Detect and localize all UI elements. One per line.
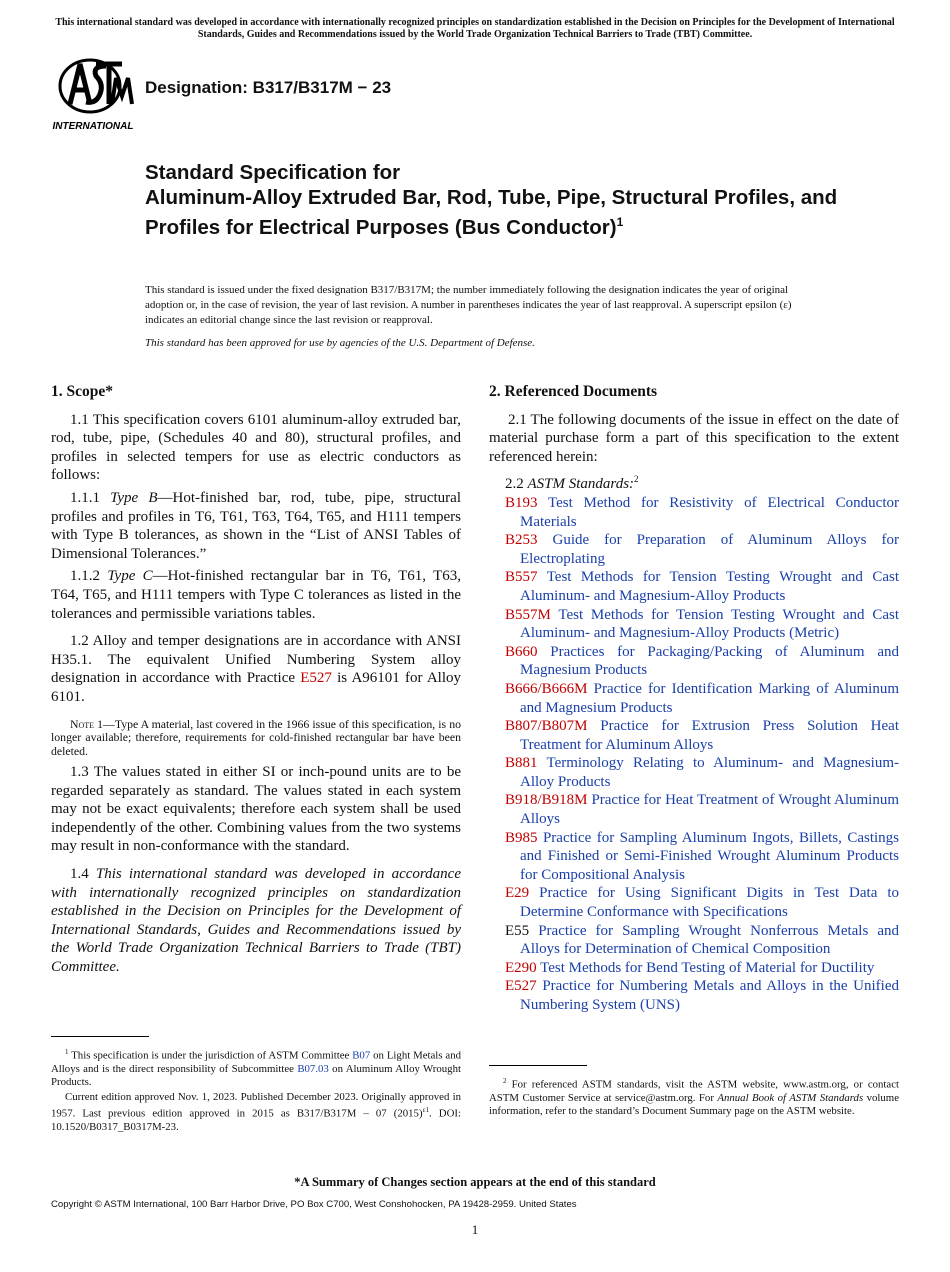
para-num: 1.1.1 <box>70 489 111 506</box>
reference-code[interactable]: E527 <box>505 978 537 995</box>
footnote-1-mark: 1 <box>65 1048 69 1056</box>
reference-title[interactable]: Practice for Using Significant Digits in Test Data to Determine Conformance with Specifications <box>520 885 899 921</box>
para-2-1: 2.1 The following documents of the issue in effect on the date of material purchase form a part of this specification to the extent referenced herein: <box>489 411 899 465</box>
reference-code[interactable]: B557M <box>505 606 551 623</box>
reference-item <box>489 922 899 959</box>
reference-title[interactable]: Practice for Heat Treatment of Wrought Aluminum Alloys <box>520 792 900 828</box>
para-num: 1.1.2 <box>70 568 108 585</box>
para-1-1-2 <box>51 567 461 623</box>
astm-logo <box>52 56 136 132</box>
para-num: 2.2 <box>505 476 528 493</box>
issue-note: This standard is issued under the fixed designation B317/B317M; the number immediately following the designation indicates the year of original adoption or, in the case of revision, the year of last revision. A number in parentheses indicates the year of last reapproval. A superscript epsilon (ε) indicates an editorial change since the last revision or reapproval. <box>145 284 792 326</box>
summary-of-changes-note: *A Summary of Changes section appears at the end of this standard <box>294 1175 656 1189</box>
link-b07[interactable]: B07 <box>352 1049 371 1062</box>
scope-heading: 1. Scope* <box>51 383 113 400</box>
reference-code[interactable]: B918/B918M <box>505 792 588 809</box>
footnote-text: For referenced ASTM standards, visit the ASTM website, www.astm.org, or contact ASTM Customer Service at service@astm.org. For <box>489 1078 899 1104</box>
title-line-1: Standard Specification for <box>145 161 401 184</box>
reference-item <box>489 606 899 643</box>
reference-item <box>489 680 899 717</box>
footnote-rule-left <box>51 1036 149 1037</box>
note-1 <box>51 718 461 759</box>
footnote-mark-2: 2 <box>634 474 639 485</box>
footnote-text: This specification is under the jurisdiction of ASTM Committee <box>68 1049 353 1062</box>
page-number: 1 <box>471 1222 479 1237</box>
para-text: —Hot-finished bar, rod, tube, pipe, structural profiles and profiles in T6, T61, T63, T64, T65, and H111 tempers with Type B tolerances, as shown in the “List of ANSI Tables of Dimensional Tolerances.” <box>51 489 462 562</box>
para-1-1-1 <box>51 489 461 563</box>
footnote-1 <box>51 1046 461 1134</box>
para-num: 1.4 <box>70 865 96 882</box>
para-text: is A96101 for Alloy 6101. <box>51 670 461 705</box>
reference-title[interactable]: Practices for Packaging/Packing of Aluminum and Magnesium Products <box>520 643 900 679</box>
reference-title[interactable]: Practice for Extrusion Press Solution Heat Treatment for Aluminum Alloys <box>520 718 899 753</box>
type-b-label: Type B <box>110 489 158 506</box>
footnote-2-mark: 2 <box>503 1077 507 1085</box>
reference-title[interactable]: Guide for Preparation of Aluminum Alloys for Electroplating <box>520 532 899 567</box>
reference-code[interactable]: B807/B807M <box>505 718 588 735</box>
reference-item <box>489 643 899 680</box>
reference-title[interactable]: Test Methods for Tension Testing Wrought and Cast Aluminum- and Magnesium-Alloy Products <box>520 569 899 604</box>
reference-item <box>489 829 899 885</box>
reference-code[interactable]: B985 <box>505 829 538 846</box>
footnote-text: on Light Metals and Alloys and is the direct responsibility of Subcommittee <box>51 1049 461 1075</box>
top-notice: This international standard was developed in accordance with internationally recognized principles on standardization established in the Decision on Principles for the Development of International Standards, Guides and Recommendations issued by the World Trade Organization Technical Barriers to Trade (TBT) Committee. <box>55 17 895 40</box>
reference-code[interactable]: E290 <box>505 959 537 976</box>
footnote-text: volume information, refer to the standard’s Document Summary page on the ASTM website. <box>489 1091 899 1117</box>
reference-code[interactable]: B881 <box>505 755 538 772</box>
right-column <box>489 383 899 1015</box>
para-1-1: 1.1 This specification covers 6101 aluminum-alloy extruded bar, rod, tube, pipe, (Schedules 40 and 80), structural profiles, and profiles in selected tempers for use as electric conductors as follows: <box>51 411 461 484</box>
para-text: This international standard was developed in accordance with internationally recognized principles on standardization established in the Decision on Principles for the Development of International Standards, Guides and Recommendations issued by the World Trade Organization Technical Barriers to Trade (TBT) Committee. <box>51 865 462 975</box>
reference-list <box>489 494 899 1015</box>
type-c-label: Type C <box>107 568 153 585</box>
epsilon-mark: ε1 <box>422 1106 430 1115</box>
dod-note: This standard has been approved for use by agencies of the U.S. Department of Defense. <box>145 337 535 349</box>
footnote-rule-right <box>489 1065 587 1066</box>
reference-code[interactable]: B253 <box>505 532 538 549</box>
copyright: Copyright © ASTM International, 100 Barr Harbor Drive, PO Box C700, West Conshohocken, PA 19428-2959. United States <box>51 1199 577 1210</box>
footnote-text: on Aluminum Alloy Wrought Products. <box>51 1062 461 1088</box>
reference-item <box>489 531 899 568</box>
reference-item <box>489 977 899 1014</box>
link-e527[interactable]: E527 <box>300 670 332 687</box>
reference-title[interactable]: Test Method for Resistivity of Electrical Conductor Materials <box>520 494 899 530</box>
reference-title[interactable]: Test Methods for Bend Testing of Material for Ductility <box>540 959 875 976</box>
reference-title[interactable]: Practice for Sampling Aluminum Ingots, Billets, Castings and Finished or Semi-Finished Wrought Aluminum Products for Compositional Analysis <box>520 829 899 883</box>
para-text: —Hot-finished rectangular bar in T6, T61, T63, T64, T65, and H111 tempers with Type C tolerances as listed in the tolerances and permissible variations tables. <box>51 568 461 622</box>
footnote-text: . DOI: 10.1520/B0317_B0317M-23. <box>51 1108 461 1134</box>
footnote-2 <box>489 1075 899 1118</box>
logo-text: INTERNATIONAL <box>52 121 134 132</box>
para-text: 1.2 Alloy and temper designations are in accordance with ANSI H35.1. The equivalent Unified Numbering System alloy designation in accordance with Practice <box>51 633 461 687</box>
title-text: Aluminum-Alloy Extruded Bar, Rod, Tube, Pipe, Structural Profiles, and Profiles for Electrical Purposes (Bus Conductor) <box>145 186 838 239</box>
footnote-1-para-2 <box>51 1091 461 1134</box>
astm-standards-label: ASTM Standards: <box>527 476 635 493</box>
reference-title[interactable]: Practice for Sampling Wrought Nonferrous Metals and Alloys for Determination of Chemical Composition <box>520 922 900 958</box>
footnote-text: Current edition approved Nov. 1, 2023. Published December 2023. Originally approved in 1957. Last previous edition approved in 2015 as B317/B317M – 07 (2015) <box>51 1091 461 1120</box>
reference-item <box>489 884 899 921</box>
reference-item <box>489 754 899 791</box>
reference-item <box>489 717 899 754</box>
note-label: Note <box>70 716 95 731</box>
reference-title[interactable]: Terminology Relating to Aluminum- and Magnesium-Alloy Products <box>520 755 899 790</box>
reference-code[interactable]: E55 <box>505 922 530 939</box>
reference-code[interactable]: B666/B666M <box>505 680 588 697</box>
designation: Designation: B317/B317M − 23 <box>145 78 392 97</box>
reference-item <box>489 568 899 605</box>
document-title <box>145 160 845 240</box>
title-footnote-mark: 1 <box>616 215 624 229</box>
footnote-1-para-1 <box>51 1046 461 1089</box>
para-2-2 <box>489 470 899 494</box>
link-b07-03[interactable]: B07.03 <box>297 1062 329 1075</box>
refs-heading: 2. Referenced Documents <box>489 383 658 400</box>
note-text: 1—Type A material, last covered in the 1966 issue of this specification, is no longer available; therefore, requirements for cold-finished rectangular bar have been deleted. <box>51 716 461 758</box>
reference-title[interactable]: Practice for Numbering Metals and Alloys in the Unified Numbering System (UNS) <box>520 978 899 1013</box>
reference-code[interactable]: E29 <box>505 885 530 902</box>
reference-item <box>489 959 899 978</box>
footnote-2-para <box>489 1075 899 1118</box>
title-main <box>145 185 845 240</box>
para-1-4 <box>51 865 461 977</box>
reference-title[interactable]: Test Methods for Tension Testing Wrought and Cast Aluminum- and Magnesium-Alloy Products (Metric) <box>520 606 899 642</box>
reference-code[interactable]: B660 <box>505 643 538 660</box>
reference-code[interactable]: B557 <box>505 569 538 586</box>
left-column <box>51 383 461 977</box>
astm-logo-mark <box>52 56 136 132</box>
footnote-text: Annual Book of ASTM Standards <box>717 1091 864 1104</box>
para-1-2 <box>51 632 461 706</box>
reference-item <box>489 494 899 531</box>
reference-item <box>489 791 899 828</box>
reference-title[interactable]: Practice for Identification Marking of Aluminum and Magnesium Products <box>520 680 899 716</box>
para-1-3: 1.3 The values stated in either SI or inch-pound units are to be regarded separately as standard. The values stated in each system may not be exact equivalents; therefore each system shall be used independently of the other. Combining values from the two systems may result in non-conformance with the standard. <box>51 764 461 855</box>
reference-code[interactable]: B193 <box>505 494 538 511</box>
